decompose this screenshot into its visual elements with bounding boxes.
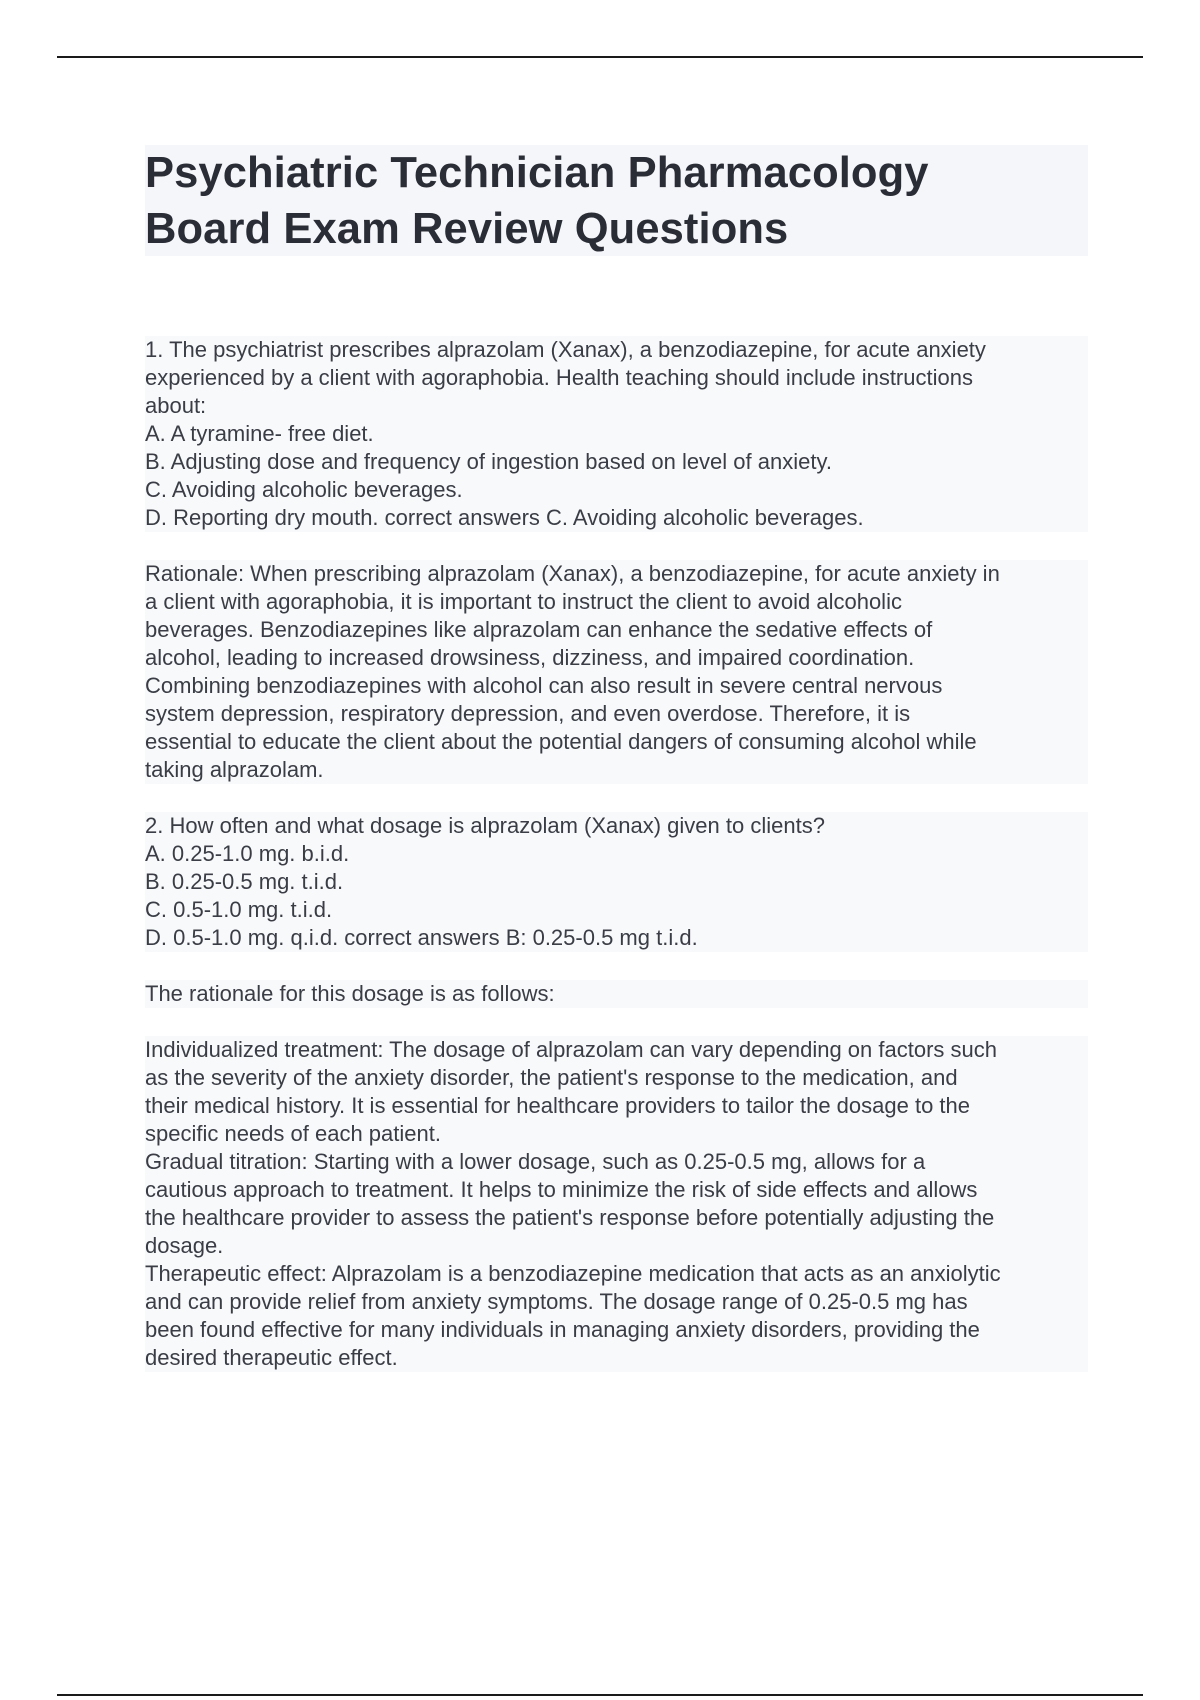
q1-stem-line: about: — [145, 393, 207, 418]
title-line-1: Psychiatric Technician Pharmacology — [145, 149, 929, 197]
q2-rationale-line: specific needs of each patient. — [145, 1121, 441, 1146]
top-rule — [57, 56, 1143, 58]
q1-rationale-line: taking alprazolam. — [145, 757, 324, 782]
q2-option-d-answer: D. 0.5-1.0 mg. q.i.d. correct answers B: 0.25-0.5 mg t.i.d. — [145, 925, 698, 950]
document-page — [145, 145, 1088, 1372]
q1-option-a: A. A tyramine- free diet. — [145, 421, 374, 446]
spacer — [145, 532, 1088, 560]
q1-rationale-line: Rationale: When prescribing alprazolam (Xanax), a benzodiazepine, for acute anxiety in — [145, 561, 1000, 586]
bottom-rule — [57, 1694, 1143, 1696]
q2-rationale-line: been found effective for many individuals in managing anxiety disorders, providing the — [145, 1317, 980, 1342]
q1-rationale — [145, 560, 1088, 784]
q2-rationale-intro-line: The rationale for this dosage is as follows: — [145, 981, 555, 1006]
q2-rationale-line: dosage. — [145, 1233, 224, 1258]
q2-rationale-line: as the severity of the anxiety disorder, the patient's response to the medication, and — [145, 1065, 958, 1090]
q2-rationale-line: and can provide relief from anxiety symptoms. The dosage range of 0.25-0.5 mg has — [145, 1289, 968, 1314]
q2-stem-line: 2. How often and what dosage is alprazolam (Xanax) given to clients? — [145, 813, 825, 838]
q2-rationale-line: cautious approach to treatment. It helps to minimize the risk of side effects and allows — [145, 1177, 978, 1202]
title-line-2: Board Exam Review Questions — [145, 205, 789, 253]
question-1 — [145, 336, 1088, 532]
q1-option-d-answer: D. Reporting dry mouth. correct answers C. Avoiding alcoholic beverages. — [145, 505, 864, 530]
document-body — [145, 336, 1088, 1372]
q1-option-b: B. Adjusting dose and frequency of ingestion based on level of anxiety. — [145, 449, 832, 474]
q1-rationale-line: essential to educate the client about the potential dangers of consuming alcohol while — [145, 729, 977, 754]
q2-rationale-line: desired therapeutic effect. — [145, 1345, 398, 1370]
q2-rationale-line: Gradual titration: Starting with a lower dosage, such as 0.25-0.5 mg, allows for a — [145, 1149, 926, 1174]
spacer — [145, 784, 1088, 812]
spacer — [145, 1008, 1088, 1036]
q2-rationale-intro — [145, 980, 1088, 1008]
q2-rationale-line: the healthcare provider to assess the patient's response before potentially adjusting the — [145, 1205, 995, 1230]
q1-rationale-line: system depression, respiratory depression, and even overdose. Therefore, it is — [145, 701, 911, 726]
page-title — [145, 145, 1088, 257]
q2-option-a: A. 0.25-1.0 mg. b.i.d. — [145, 841, 350, 866]
q1-rationale-line: a client with agoraphobia, it is important to instruct the client to avoid alcoholic — [145, 589, 902, 614]
question-2 — [145, 812, 1088, 952]
q2-rationale-line: their medical history. It is essential for healthcare providers to tailor the dosage to the — [145, 1093, 971, 1118]
q2-rationale-line: Therapeutic effect: Alprazolam is a benzodiazepine medication that acts as an anxiolytic — [145, 1261, 1001, 1286]
q1-rationale-line: Combining benzodiazepines with alcohol can also result in severe central nervous — [145, 673, 943, 698]
q2-option-c: C. 0.5-1.0 mg. t.i.d. — [145, 897, 333, 922]
q2-rationale-line: Individualized treatment: The dosage of alprazolam can vary depending on factors such — [145, 1037, 997, 1062]
q2-rationale — [145, 1036, 1088, 1372]
q1-stem-line: 1. The psychiatrist prescribes alprazolam (Xanax), a benzodiazepine, for acute anxiety — [145, 337, 986, 362]
q1-rationale-line: beverages. Benzodiazepines like alprazolam can enhance the sedative effects of — [145, 617, 933, 642]
spacer — [145, 952, 1088, 980]
q2-option-b: B. 0.25-0.5 mg. t.i.d. — [145, 869, 344, 894]
q1-stem-line: experienced by a client with agoraphobia. Health teaching should include instructions — [145, 365, 973, 390]
q1-option-c: C. Avoiding alcoholic beverages. — [145, 477, 463, 502]
title-block — [145, 145, 1088, 256]
q1-rationale-line: alcohol, leading to increased drowsiness, dizziness, and impaired coordination. — [145, 645, 915, 670]
